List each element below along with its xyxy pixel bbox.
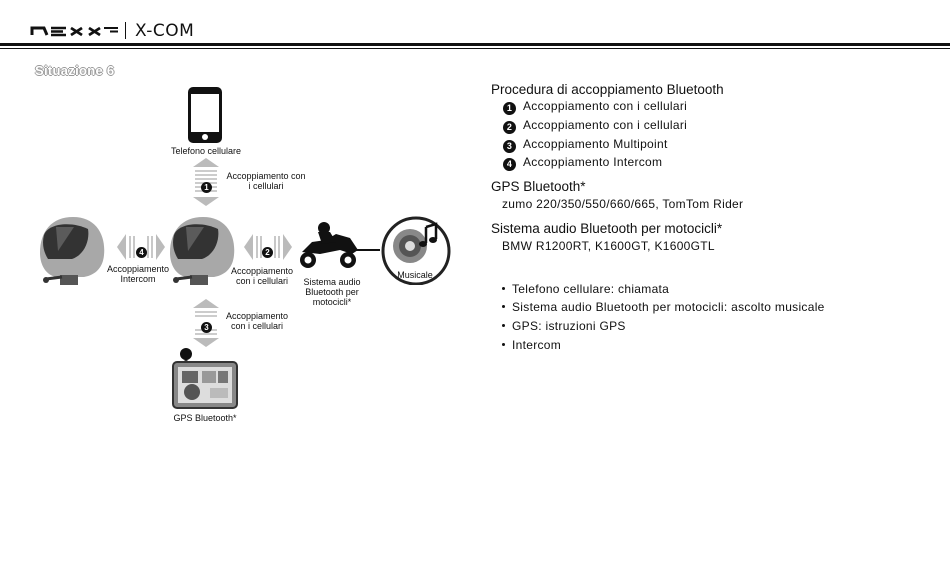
bullet-item: GPS: istruzioni GPS — [502, 319, 626, 333]
moto-label: Sistema audio Bluetooth per motocicli* — [303, 277, 361, 307]
gps-models: zumo 220/350/550/660/665, TomTom Rider — [502, 197, 744, 211]
header-rule — [0, 43, 950, 46]
gps-label: GPS Bluetooth* — [173, 413, 237, 423]
bullet-item: Sistema audio Bluetooth per motocicli: ascolto musicale — [502, 300, 825, 314]
badge-3: 3 — [201, 316, 212, 334]
music-label: Musicale — [397, 270, 433, 280]
badge-2: 2 — [262, 241, 273, 259]
nexx-logo — [30, 22, 120, 45]
link-3-label: Accoppiamento con i cellulari — [225, 311, 289, 331]
moto-audio-models: BMW R1200RT, K1600GT, K1600GTL — [502, 239, 715, 253]
link-1-label: Accoppiamento con i cellulari — [226, 171, 306, 191]
procedure-title: Procedura di accoppiamento Bluetooth — [491, 82, 724, 97]
procedure-item: 1 Accoppiamento con i cellulari — [503, 99, 687, 115]
phone-label: Telefono cellulare — [170, 146, 242, 156]
procedure-item: 3 Accoppiamento Multipoint — [503, 137, 668, 153]
bullet-item: Intercom — [502, 338, 561, 352]
gps-title: GPS Bluetooth* — [491, 179, 586, 194]
link-2-label: Accoppiamento con i cellulari — [230, 266, 294, 286]
motorcycle-icon — [296, 222, 360, 275]
header-separator — [125, 22, 126, 39]
link-4-label: Accoppiamento Intercom — [106, 264, 170, 284]
header-rule-thin — [0, 48, 950, 49]
phone-icon — [187, 86, 223, 149]
procedure-item: 4 Accoppiamento Intercom — [503, 155, 662, 171]
badge-1: 1 — [201, 176, 212, 194]
moto-audio-title: Sistema audio Bluetooth per motocicli* — [491, 221, 723, 236]
badge-4: 4 — [136, 241, 147, 259]
bullet-item: Telefono cellulare: chiamata — [502, 282, 669, 296]
situation-title: Situazione 6 — [35, 63, 115, 78]
model-name: X-COM — [135, 21, 195, 41]
gps-device-icon — [170, 346, 238, 415]
audio-connector — [356, 249, 380, 251]
procedure-item: 2 Accoppiamento con i cellulari — [503, 118, 687, 134]
